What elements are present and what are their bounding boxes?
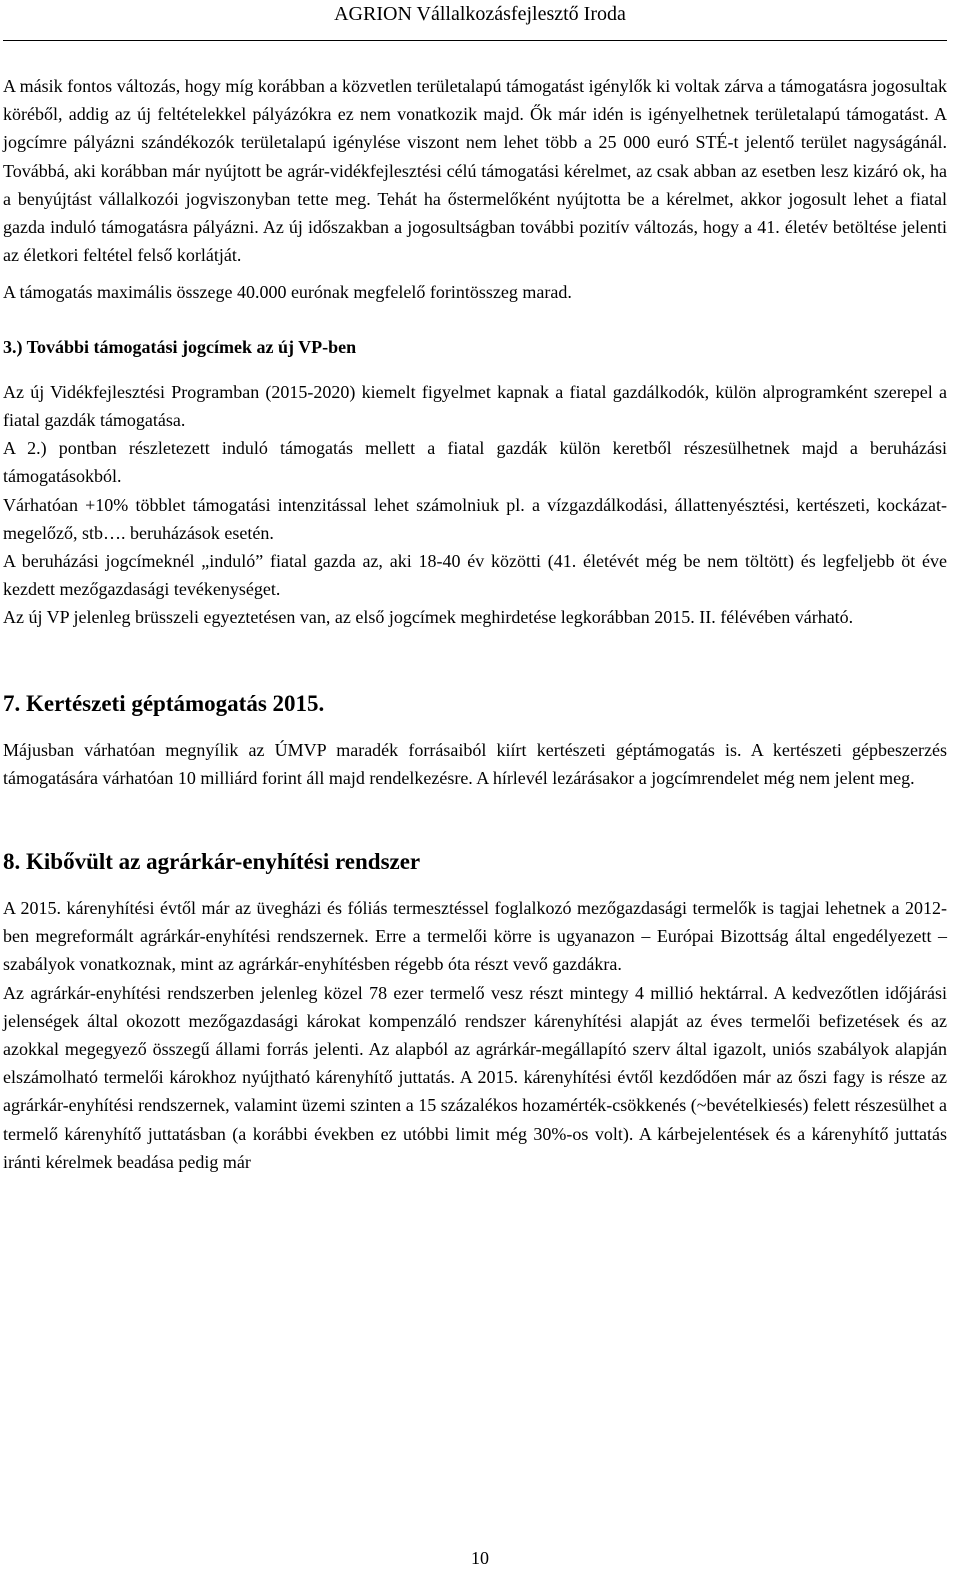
section-3-heading: 3.) További támogatási jogcímek az új VP-ben [3, 336, 357, 357]
section-3-paragraph: A 2.) pontban részletezett induló támogatás mellett a fiatal gazdák külön keretből részesülhetnek majd a beruházási támogatásokból. [3, 438, 947, 487]
section-3-paragraph: A beruházási jogcímeknél „induló” fiatal gazda az, aki 18-40 év közötti (41. életévét még be nem töltött) és legfeljebb öt éve kezdett mezőgazdasági tevékenységet. [3, 551, 947, 600]
page-number: 10 [471, 1548, 489, 1568]
page-header: AGRION Vállalkozásfejlesztő Iroda [334, 3, 626, 25]
section-8-heading: 8. Kibővült az agrárkár-enyhítési rendszer [3, 849, 421, 875]
paragraph-max-amount: A támogatás maximális összege 40.000 eurónak megfelelő forintösszeg marad. [3, 282, 572, 303]
paragraph-eligibility-changes: A másik fontos változás, hogy míg korábban a közvetlen területalapú támogatást igénylők ki voltak zárva a támogatásra jogosultak köréből, addig az új feltételekkel pályázókra ez nem vonatkozik majd. Ők már idén is igényelhetnek területalapú támogatást. A jogcímre pályázni szándékozók területalapú igénylése viszont nem lehet több a 25 000 euró STÉ-t jelentő terület nagyságánál. Továbbá, aki korábban már nyújtott be agrár-vidékfejlesztési célú támogatási kérelmet, az csak abban az esetben lesz kizáró ok, ha a benyújtást vállalkozói jogviszonyban tette meg. Tehát ha őstermelőként nyújtotta be a kérelmet, akkor jogosult lehet a fiatal gazda induló támogatásra pályázni. Az új időszakban a jogosultságban további pozitív változás, hogy a 41. életév betöltése jelenti az életkori feltétel felső korlátját. [3, 76, 947, 266]
document-body [3, 72, 947, 1176]
section-3-paragraph: Várhatóan +10% többlet támogatási intenzitással lehet számolniuk pl. a vízgazdálkodási, állattenyésztési, kertészeti, kockázat-megelőző, stb…. beruházások esetén. [3, 494, 947, 543]
section-3-paragraph: Az új Vidékfejlesztési Programban (2015-2020) kiemelt figyelmet kapnak a fiatal gazdálkodók, külön alprogramként szerepel a fiatal gazdák támogatása. [3, 381, 947, 431]
section-7-heading: 7. Kertészeti géptámogatás 2015. [3, 690, 325, 716]
section-7-paragraph: Májusban várhatóan megnyílik az ÚMVP maradék forrásaiból kiírt kertészeti géptámogatás is. A kertészeti gépbeszerzés támogatására várhatóan 10 milliárd forint áll majd rendelkezésre. A hírlevél lezárásakor a jogcímrendelet még nem jelent meg. [3, 739, 947, 788]
section-3-paragraph: Az új VP jelenleg brüsszeli egyeztetésen van, az első jogcímek meghirdetése legkorábban 2015. II. félévében várható. [3, 607, 854, 628]
section-8-paragraph: A 2015. kárenyhítési évtől már az üvegházi és fóliás termesztéssel foglalkozó mezőgazdasági termelők is tagjai lehetnek a 2012-ben megreformált agrárkár-enyhítési rendszernek. Erre a termelői körre is ugyanazon – Európai Bizottság által engedélyezett – szabályok vonatkoznak, mint az agrárkár-enyhítésben régebb óta részt vevő gazdákra. [3, 898, 947, 975]
header-divider [3, 40, 947, 41]
section-8-paragraph: Az agrárkár-enyhítési rendszerben jelenleg közel 78 ezer termelő vesz részt mintegy 4 millió hektárral. A kedvezőtlen időjárási jelenségek által okozott mezőgazdasági károkat kompenzáló rendszer kárenyhítési alapját az éves termelői befizetések és az azokkal megegyező összegű állami forrás jelenti. Az alapból az agrárkár-megállapító szerv által igazolt, uniós szabályok alapján elszámolható termelői károkhoz nyújtható kárenyhítő juttatás. A 2015. kárenyhítési évtől kezdődően már az őszi fagy is része az agrárkár-enyhítési rendszernek, valamint üzemi szinten a 15 százalékos hozamérték-csökkenés (~bevételkiesés) felett részesülhet a termelő kárenyhítő juttatásban (a korábbi években ez utóbbi limit még 30%-os volt). A kárbejelentések és a kárenyhítő juttatás iránti kérelmek beadása pedig már [3, 982, 947, 1172]
